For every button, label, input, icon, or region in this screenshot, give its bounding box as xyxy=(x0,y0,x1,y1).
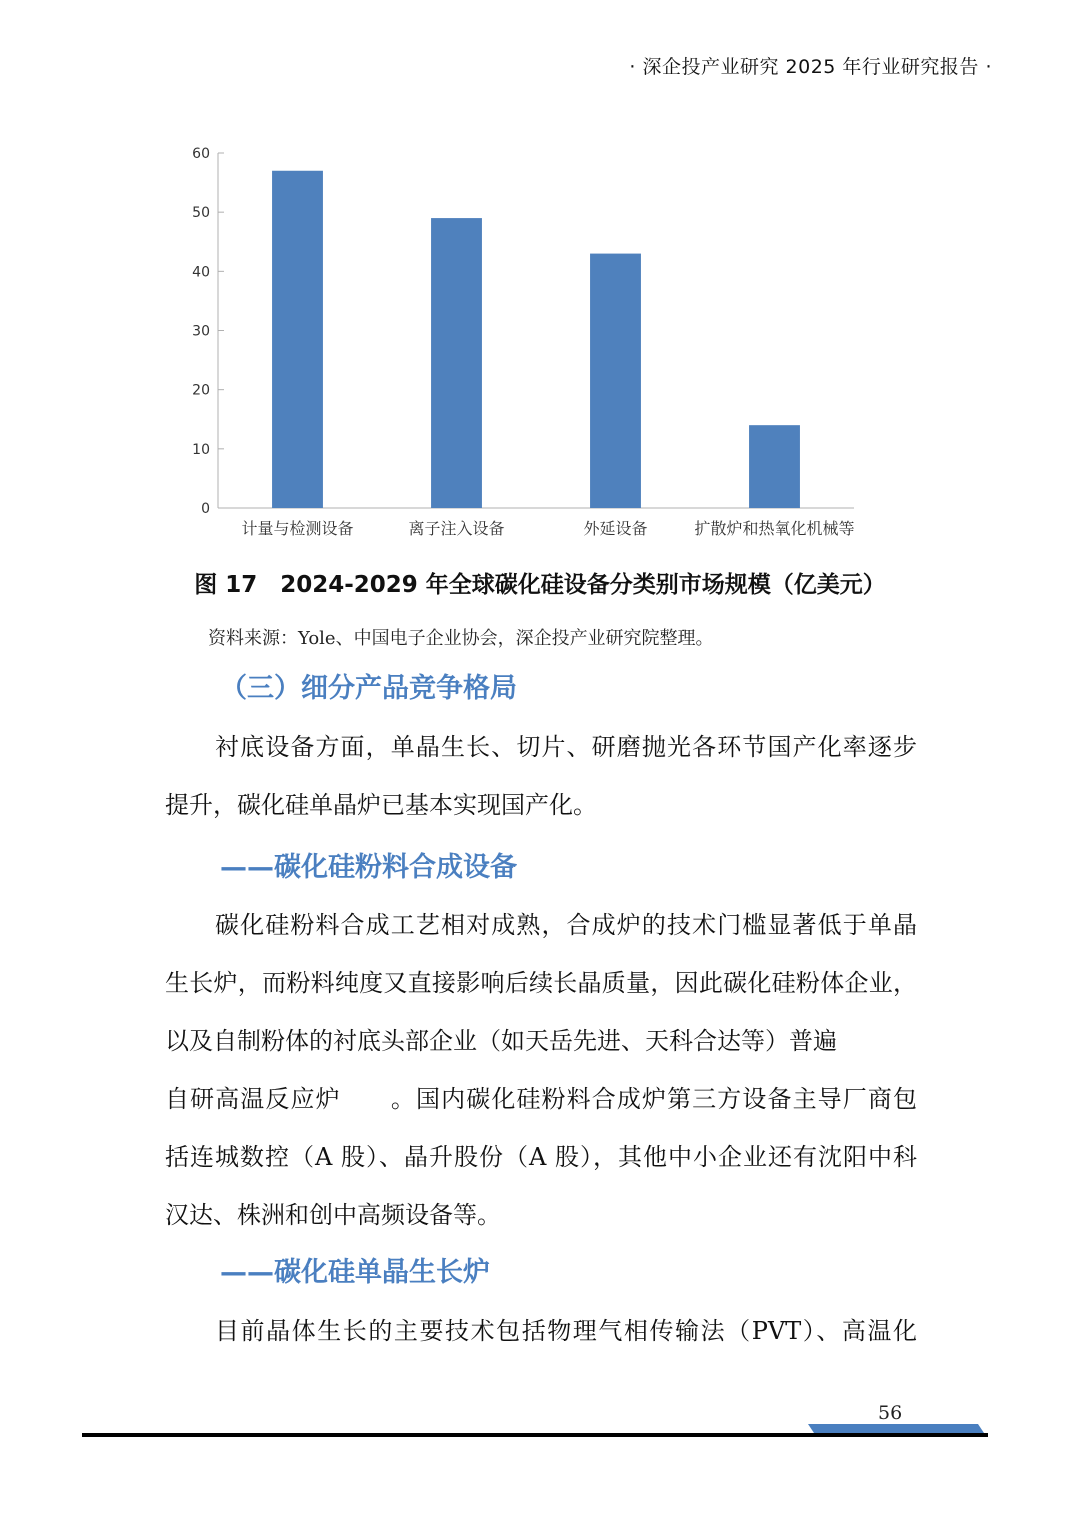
paragraph-line: 生长炉，而粉料纯度又直接影响后续长晶质量，因此碳化硅粉体企业， xyxy=(165,969,917,997)
powder-synthesis-heading: ——碳化硅粉料合成设备 xyxy=(220,852,517,883)
bar-chart-svg xyxy=(170,140,890,550)
paragraph-line: 碳化硅粉料合成工艺相对成熟，合成炉的技术门槛显著低于单晶 xyxy=(215,911,917,939)
y-tick-label: 0 xyxy=(201,501,210,517)
bar-2 xyxy=(431,218,482,508)
paragraph-line: 自研高温反应炉 。国内碳化硅粉料合成炉第三方设备主导厂商包 xyxy=(165,1085,917,1113)
subsection-heading: （三）细分产品竞争格局 xyxy=(220,673,517,704)
y-tick-label: 20 xyxy=(192,382,210,399)
page-number: 56 xyxy=(878,1402,903,1424)
paragraph-line: 括连城数控（A 股）、晶升股份（A 股），其他中小企业还有沈阳中科 xyxy=(165,1143,917,1171)
y-tick-label: 50 xyxy=(192,205,210,222)
x-category-label: 扩散炉和热氧化机械等 xyxy=(694,519,855,538)
bar-1 xyxy=(272,171,323,508)
paragraph-powder-synthesis xyxy=(165,896,917,1244)
figure-caption: 图 17 2024-2029 年全球碳化硅设备分类别市场规模（亿美元） xyxy=(194,572,886,598)
paragraph-line: 目前晶体生长的主要技术包括物理气相传输法（PVT）、高温化 xyxy=(215,1317,917,1345)
paragraph-line: 以及自制粉体的衬底头部企业（如天岳先进、天科合达等）普遍 xyxy=(165,1027,837,1055)
y-tick-label: 10 xyxy=(192,441,210,458)
bar-3 xyxy=(590,254,641,508)
footer-rule xyxy=(82,1433,988,1437)
paragraph-line: 衬底设备方面，单晶生长、切片、研磨抛光各环节国产化率逐步 xyxy=(215,733,917,761)
x-category-label: 离子注入设备 xyxy=(408,519,505,538)
y-tick-label: 60 xyxy=(192,146,210,162)
crystal-growth-heading: ——碳化硅单晶生长炉 xyxy=(220,1257,490,1288)
x-category-label: 外延设备 xyxy=(583,519,648,538)
bar-4 xyxy=(749,425,800,508)
paragraph-crystal-growth xyxy=(165,1302,917,1360)
y-tick-label: 40 xyxy=(192,264,210,281)
paragraph-line: 汉达、株洲和创中高频设备等。 xyxy=(165,1201,501,1229)
x-category-label: 计量与检测设备 xyxy=(241,519,354,538)
y-tick-label: 30 xyxy=(192,323,210,340)
paragraph-line: 提升，碳化硅单晶炉已基本实现国产化。 xyxy=(165,791,597,819)
paragraph-substrate-equipment xyxy=(165,718,917,834)
report-header-title: · 深企投产业研究 2025 年行业研究报告 · xyxy=(629,56,992,78)
bar-chart xyxy=(170,140,890,550)
figure-source: 资料来源：Yole、中国电子企业协会，深企投产业研究院整理。 xyxy=(208,628,714,649)
